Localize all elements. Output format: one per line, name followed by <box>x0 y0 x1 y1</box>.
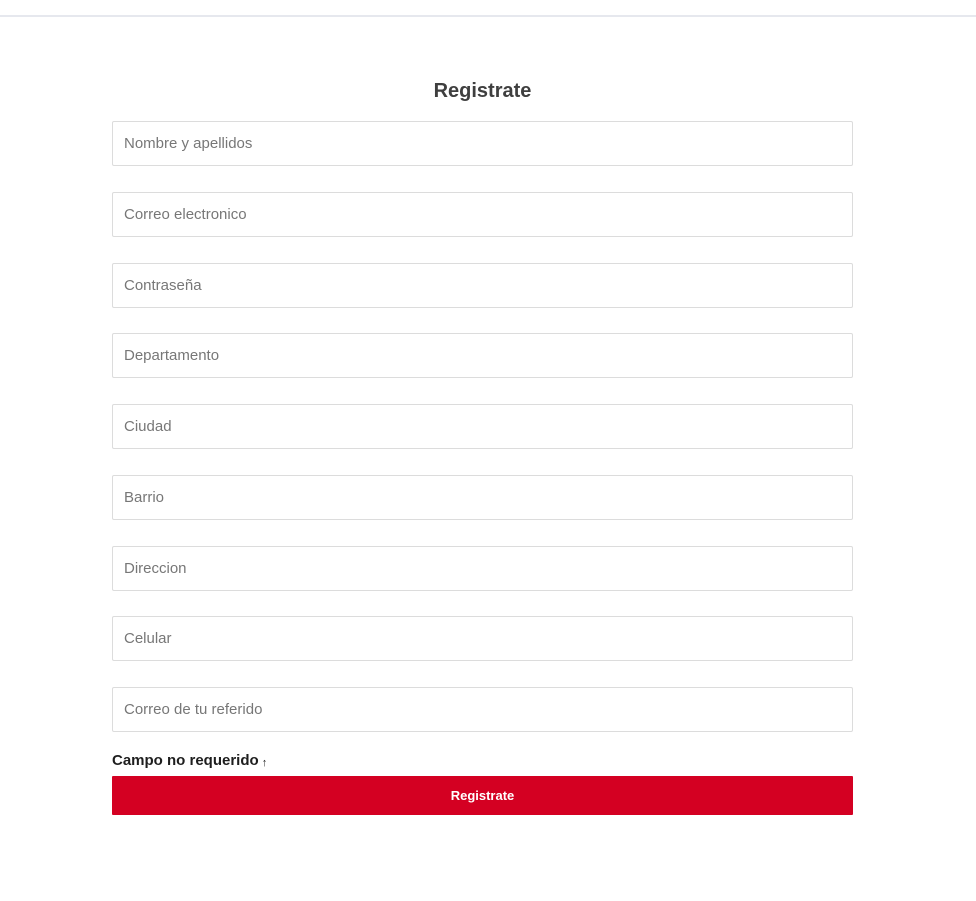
email-input[interactable] <box>112 192 853 237</box>
full-name-input[interactable] <box>112 121 853 166</box>
neighborhood-input[interactable] <box>112 475 853 520</box>
address-input[interactable] <box>112 546 853 591</box>
arrow-up-icon: ↑ <box>261 757 268 769</box>
optional-field-note <box>112 751 853 771</box>
phone-input[interactable] <box>112 616 853 661</box>
top-header-bar <box>0 0 976 17</box>
register-button[interactable]: Registrate <box>112 776 853 815</box>
city-input[interactable] <box>112 404 853 449</box>
form-fields <box>112 121 853 732</box>
registration-form <box>112 78 853 815</box>
password-input[interactable] <box>112 263 853 308</box>
referral-email-input[interactable] <box>112 687 853 732</box>
department-input[interactable] <box>112 333 853 378</box>
optional-field-note-text: Campo no requerido <box>112 752 259 769</box>
form-title: Registrate <box>433 80 532 102</box>
